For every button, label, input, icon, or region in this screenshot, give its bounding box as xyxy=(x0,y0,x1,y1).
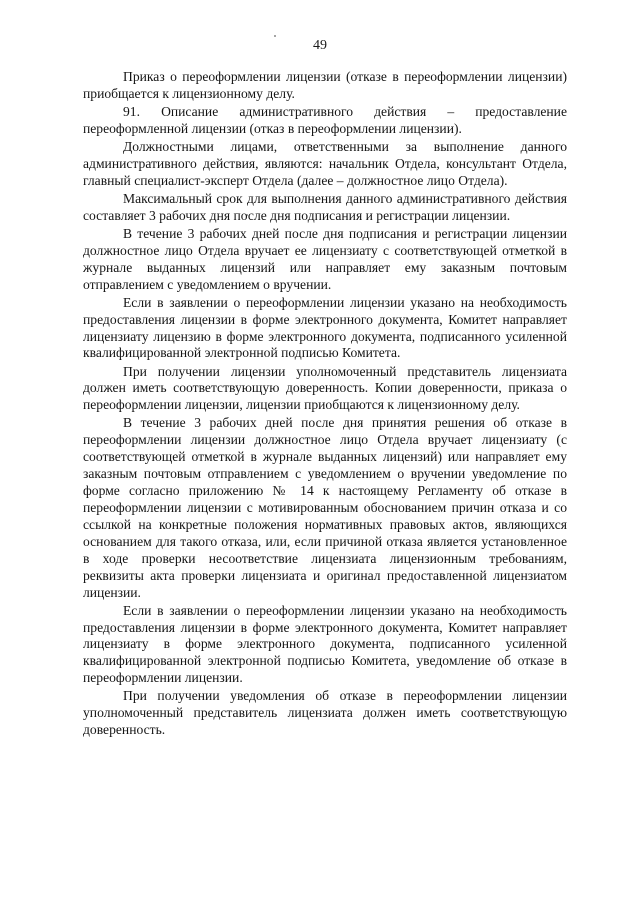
paragraph: Если в заявлении о переоформлении лицензии указано на необходимость предоставления лицензии в форме электронного документа, Комитет направляет лицензиату в форме электронного документа, подписанного усиленной квалифицированной электронной подписью Комитета, уведомление об отказе в переоформлении лицензии. xyxy=(83,602,567,686)
paragraph: При получении лицензии уполномоченный представитель лицензиата должен иметь соответствующую доверенность. Копии доверенности, приказа о переоформлении лицензии, лицензии приобщаются к лицензионному делу. xyxy=(83,363,567,413)
paragraph: Приказ о переоформлении лицензии (отказе в переоформлении лицензии) приобщается к лицензионному делу. xyxy=(83,69,567,101)
document-body xyxy=(83,69,567,740)
page-number: 49 xyxy=(313,38,327,53)
scan-speck xyxy=(274,35,276,37)
paragraph: 91. Описание административного действия – предоставление переоформленной лицензии (отказ в переоформлении лицензии). xyxy=(83,104,567,136)
paragraph: Максимальный срок для выполнения данного административного действия составляет 3 рабочих дня после дня подписания и регистрации лицензии. xyxy=(83,190,567,223)
paragraph: Должностными лицами, ответственными за выполнение данного административного действия, являются: начальник Отдела, консультант Отдела, главный специалист-эксперт Отдела (далее – должностное лицо Отдела). xyxy=(83,139,567,188)
paragraph: В течение 3 рабочих дней после дня подписания и регистрации лицензии должностное лицо Отдела вручает ее лицензиату с соответствующей отметкой в журнале выданных лицензий или направляет ему заказным почтовым отправлением с уведомлением о вручении. xyxy=(83,225,567,292)
paragraph: В течение 3 рабочих дней после дня принятия решения об отказе в переоформлении лицензии должностное лицо Отдела вручает лицензиату (с соответствующей отметкой в журнале выданных лицензий) или направляет ему заказным почтовым отправлением с уведомлением о вручении уведомление по форме согласно приложению № 14 к настоящему Регламенту об отказе в переоформлении лицензии с мотивированным обоснованием причин отказа и со ссылкой на конкретные положения нормативных правовых актов, являющихся основанием для такого отказа, или, если причиной отказа является установленное в ходе проверки несоответствие лицензиата лицензионным требованиям, реквизиты акта проверки лицензиата и оригинал предоставленной лицензиатом лицензии. xyxy=(83,415,567,600)
paragraph: Если в заявлении о переоформлении лицензии указано на необходимость предоставления лицензии в форме электронного документа, Комитет направляет лицензиату лицензию в форме электронного документа, подписанного усиленной квалифицированной электронной подписью Комитета. xyxy=(83,294,567,361)
paragraph: При получении уведомления об отказе в переоформлении лицензии уполномоченный представитель лицензиата должен иметь соответствующую доверенность. xyxy=(83,688,567,738)
